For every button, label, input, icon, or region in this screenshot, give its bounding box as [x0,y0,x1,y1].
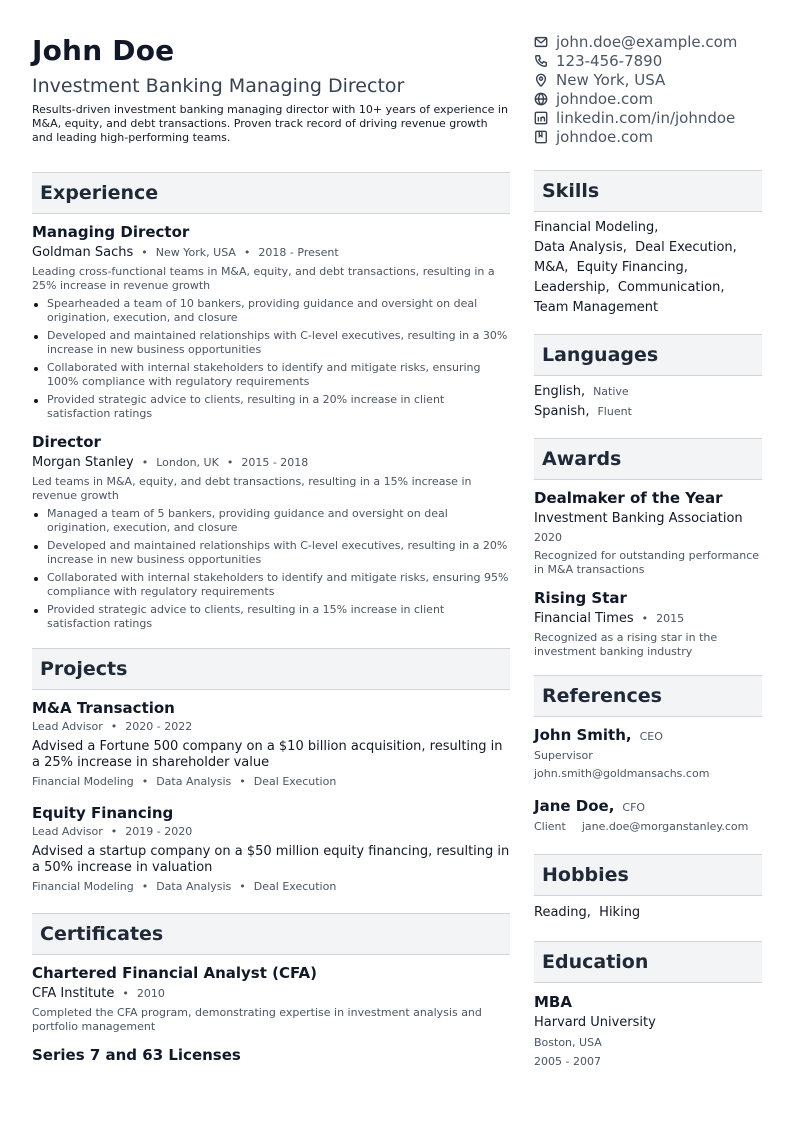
project-entry [32,804,510,894]
reference-title: CFO [622,801,646,814]
languages-heading: Languages [534,334,762,376]
project-tag: Financial Modeling [32,880,134,893]
award-name: Dealmaker of the Year [534,489,723,507]
project-description: Advised a startup company on a $50 million equity financing, resulting in a 50% increase in valuation [32,844,510,875]
project-tag: Financial Modeling [32,775,134,788]
job-location: London, UK [156,456,219,469]
job-title: Director [32,433,101,451]
job-meta [32,245,510,261]
reference-entry [534,726,762,781]
phone-text: 123-456-7890 [556,51,663,70]
reference-name: Jane Doe, [534,797,615,815]
location-text: New York, USA [556,70,666,89]
project-role: Lead Advisor [32,720,103,733]
mail-icon [534,35,548,49]
bullet-item: Collaborated with internal stakeholders to identify and mitigate risks, ensuring 100% compliance with regulatory requirements [32,361,510,389]
project-tag: Deal Execution [253,775,337,788]
education-dates: 2005 - 2007 [534,1055,601,1068]
project-meta [32,720,510,734]
award-year: 2015 [656,612,685,625]
skill-item: Equity Financing, [576,260,688,275]
project-name: M&A Transaction [32,699,175,717]
candidate-title: Investment Banking Managing Director [32,75,405,97]
job-company: Morgan Stanley [32,455,134,470]
website-text: johndoe.com [556,89,654,108]
reference-name-row [534,797,762,815]
certificate-year: 2010 [136,987,165,1000]
skill-item: Deal Execution, [635,240,737,255]
job-location: New York, USA [155,246,236,259]
job-dates: 2018 - Present [258,246,339,259]
certificate-meta [32,986,510,1002]
language-item [534,402,762,422]
phone-icon [534,54,548,68]
award-entry [534,489,762,577]
language-item [534,382,762,402]
separator-dot: • [141,246,148,259]
education-heading: Education [534,941,762,983]
reference-relation: Supervisor [534,749,593,762]
skill-item: Team Management [534,300,659,315]
separator-dot: • [110,825,118,838]
certificates-heading: Certificates [32,913,510,955]
skills-heading: Skills [534,170,762,212]
project-tag: Data Analysis [156,775,232,788]
skill-item: Leadership, [534,280,610,295]
portfolio-text: johndoe.com [556,127,654,146]
reference-entry [534,797,762,834]
references-heading: References [534,675,762,717]
reference-name: John Smith, [534,726,632,744]
reference-email[interactable]: jane.doe@morganstanley.com [581,820,749,833]
languages-list [534,382,762,422]
bullet-item: Developed and maintained relationships with C-level executives, resulting in a 20% increase in new business opportunities [32,539,510,567]
language-name: Spanish, [534,404,590,419]
job-company: Goldman Sachs [32,245,134,260]
education-degree: MBA [534,993,572,1011]
certificate-entry [32,1046,510,1064]
project-tags [32,775,510,789]
bullet-item: Developed and maintained relationships with C-level executives, resulting in a 30% increase in new business opportunities [32,329,510,357]
separator-dot: • [239,775,246,788]
job-title: Managing Director [32,223,190,241]
contact-portfolio[interactable] [534,127,762,146]
certificate-name: Chartered Financial Analyst (CFA) [32,964,317,982]
globe-icon [534,92,548,106]
bullet-item: Provided strategic advice to clients, resulting in a 15% increase in client satisfaction ratings [32,603,510,631]
skill-item: Communication, [617,280,725,295]
project-name: Equity Financing [32,804,174,822]
contact-location [534,70,762,89]
contact-email[interactable] [534,32,762,51]
separator-dot: • [226,456,234,469]
certificate-description: Completed the CFA program, demonstrating expertise in investment analysis and portfolio management [32,1006,482,1033]
summary: Results-driven investment banking managing director with 10+ years of experience in M&A, equity, and debt transactions. Proven track record of driving revenue growth and leading high-performing teams. [32,103,508,144]
skill-item: M&A, [534,260,569,275]
reference-title: CEO [639,730,663,743]
award-description: Recognized as a rising star in the investment banking industry [534,631,718,658]
job-dates: 2015 - 2018 [241,456,309,469]
hobbies-list: Reading, Hiking [534,905,641,920]
contact-linkedin[interactable] [534,108,762,127]
skills-list [534,218,762,318]
language-level: Fluent [597,405,632,418]
project-tag: Data Analysis [156,880,232,893]
contact-website[interactable] [534,89,762,108]
projects-heading: Projects [32,648,510,690]
experience-heading: Experience [32,172,510,214]
education-entry [534,993,762,1069]
job-bullets [32,297,510,421]
award-description: Recognized for outstanding performance in M&A transactions [534,549,760,576]
skill-item: Financial Modeling, [534,220,659,235]
award-issuer: Investment Banking Association [534,511,743,526]
education-location: Boston, USA [534,1036,602,1049]
project-tags [32,880,510,894]
job-meta [32,455,510,471]
separator-dot: • [122,987,129,1000]
project-dates: 2020 - 2022 [125,720,193,733]
bullet-item: Managed a team of 5 bankers, providing guidance and oversight on deal origination, execution, and closure [32,507,510,535]
contact-list [534,32,762,146]
reference-relation: Client [534,820,566,833]
skill-item: Data Analysis, [534,240,627,255]
left-column [32,34,510,1064]
project-role: Lead Advisor [32,825,103,838]
language-level: Native [593,385,629,398]
language-name: English, [534,384,586,399]
right-column [534,32,762,1069]
project-entry [32,699,510,789]
separator-dot: • [141,880,149,893]
hobbies-heading: Hobbies [534,854,762,896]
award-name: Rising Star [534,589,627,607]
project-dates: 2019 - 2020 [125,825,193,838]
award-year: 2020 [534,531,562,544]
certificate-entry [32,964,510,1034]
reference-email[interactable]: john.smith@goldmansachs.com [534,767,710,780]
project-tag: Deal Execution [253,880,337,893]
bookmark-icon [534,130,548,144]
bullet-item: Spearheaded a team of 10 bankers, providing guidance and oversight on deal origination, execution, and closure [32,297,510,325]
bullet-item: Collaborated with internal stakeholders to identify and mitigate risks, ensuring 95% compliance with regulatory requirements [32,571,510,599]
linkedin-text: linkedin.com/in/johndoe [556,108,736,127]
separator-dot: • [243,246,251,259]
contact-phone[interactable] [534,51,762,70]
map-pin-icon [534,73,548,87]
project-description: Advised a Fortune 500 company on a $10 billion acquisition, resulting in a 25% increase in shareholder value [32,739,503,770]
award-issuer: Financial Times [534,611,634,626]
separator-dot: • [110,720,118,733]
education-school: Harvard University [534,1015,656,1030]
separator-dot: • [641,612,649,625]
project-meta [32,825,510,839]
reference-details [534,820,762,834]
email-text: john.doe@example.com [556,32,738,51]
job-description: Led teams in M&A, equity, and debt transactions, resulting in a 15% increase in revenue growth [32,475,472,502]
reference-name-row [534,726,762,744]
job-bullets [32,507,510,631]
separator-dot: • [141,775,149,788]
certificate-name: Series 7 and 63 Licenses [32,1046,241,1064]
job-entry [32,433,510,631]
job-entry [32,223,510,421]
separator-dot: • [239,880,246,893]
job-description: Leading cross-functional teams in M&A, equity, and debt transactions, resulting in a 25% increase in revenue growth [32,265,495,292]
separator-dot: • [141,456,149,469]
bullet-item: Provided strategic advice to clients, resulting in a 20% increase in client satisfaction ratings [32,393,510,421]
linkedin-icon [534,111,548,125]
certificate-issuer: CFA Institute [32,986,115,1001]
awards-heading: Awards [534,438,762,480]
award-entry [534,589,762,659]
candidate-name: John Doe [32,34,175,67]
award-meta [534,611,762,627]
